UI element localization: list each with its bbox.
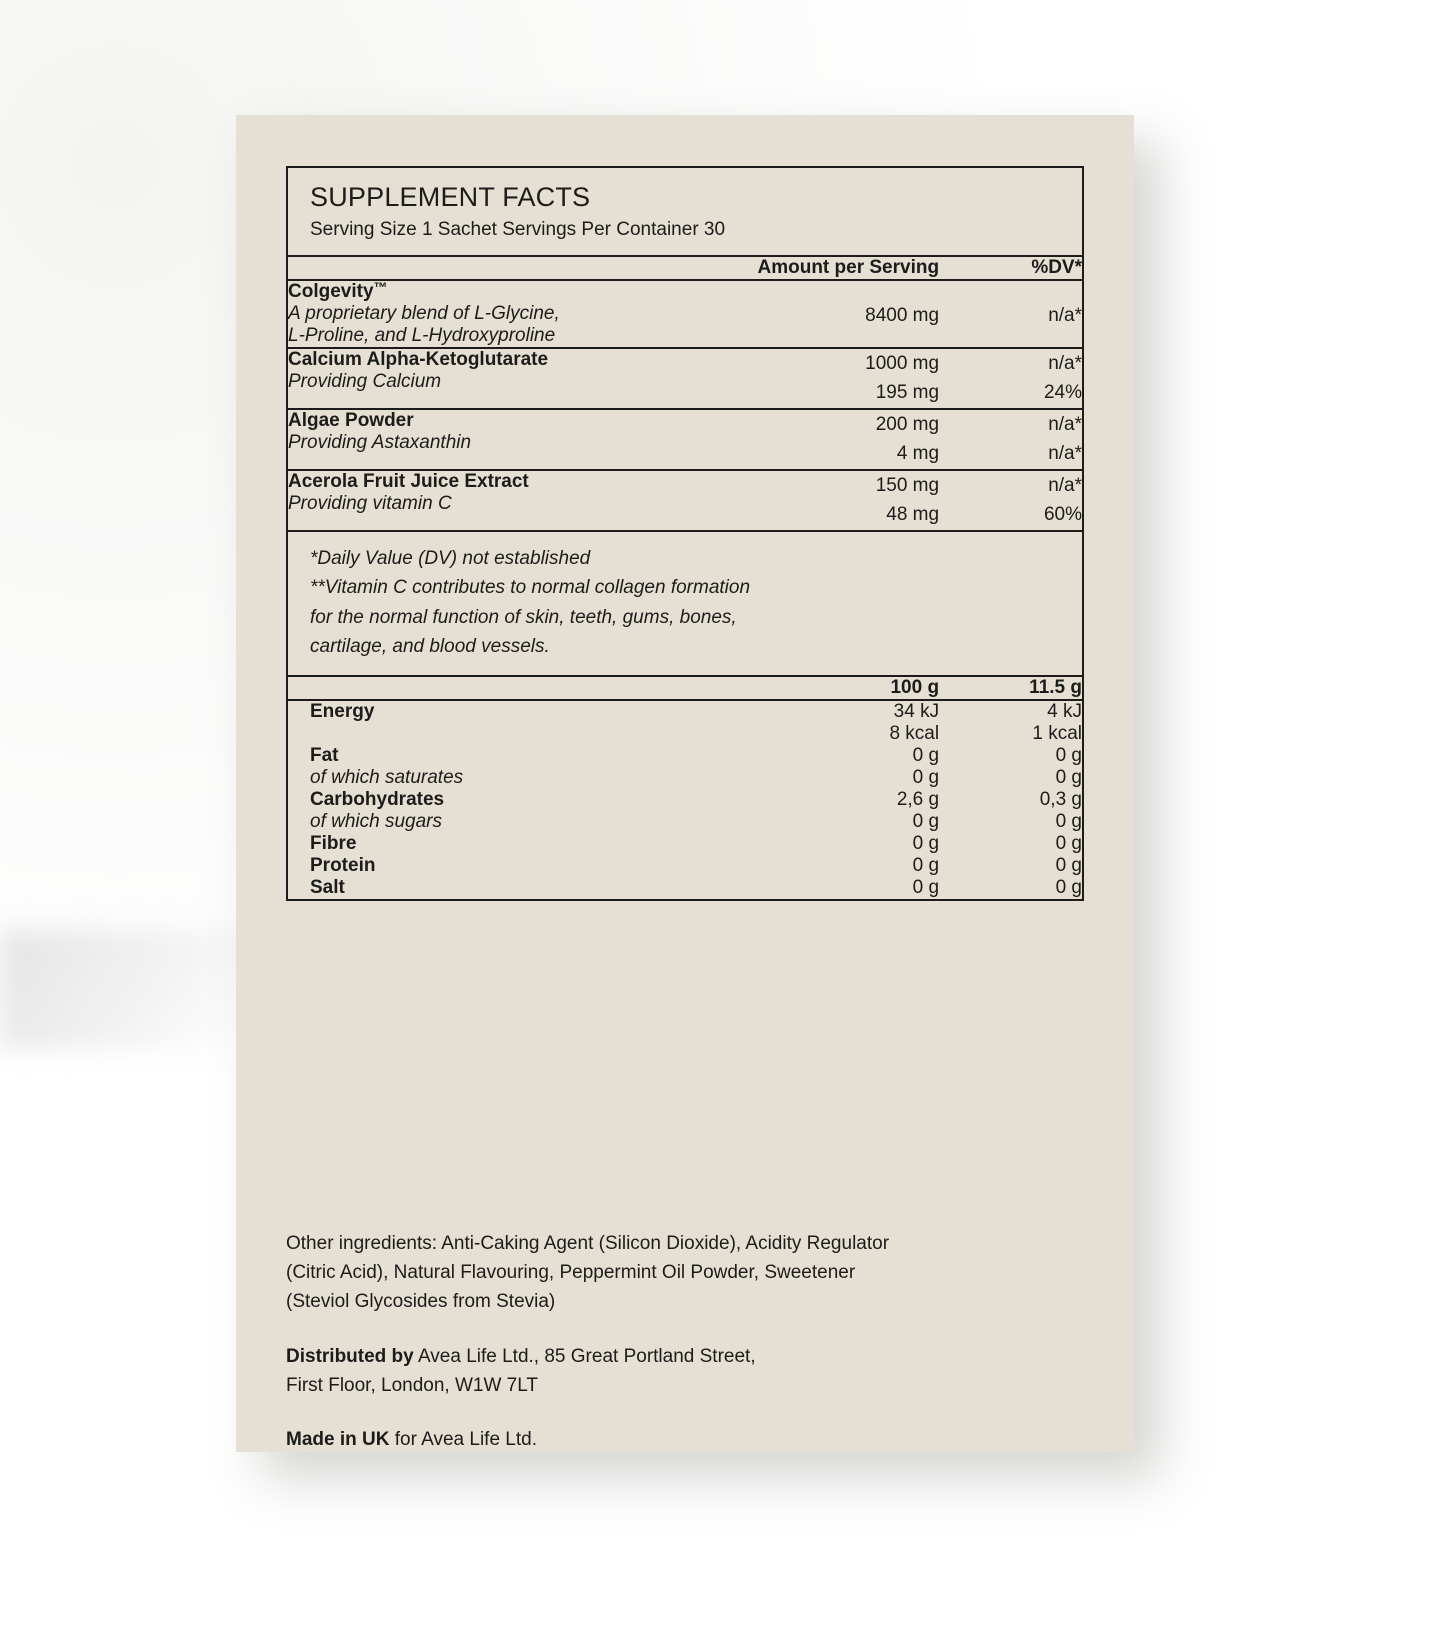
- nutrition-row: [288, 745, 1082, 767]
- page-title: SUPPLEMENT FACTS: [310, 182, 591, 212]
- ingredient-sub-amount: 4 mg: [896, 443, 940, 465]
- ingredient-amount: 8400 mg: [865, 305, 940, 326]
- facts-table: [288, 255, 1082, 530]
- ingredient-sub-amount: 195 mg: [875, 382, 940, 404]
- nutrition-row-label: Salt: [310, 877, 345, 899]
- nutrition-row: [288, 767, 1082, 789]
- ingredient-dv-cell: [939, 348, 1082, 409]
- nutrition-row-value-serving: 0 g: [1055, 811, 1082, 833]
- ingredient-amount-cell: [733, 409, 939, 470]
- nutrition-row-value-100g: 0 g: [912, 855, 940, 877]
- distributor-line1: Avea Life Ltd., 85 Great Portland Street,: [413, 1345, 756, 1367]
- footnote-line-3: for the normal function of skin, teeth, gums, bones,: [310, 606, 737, 628]
- ingredient-description-line2: L-Proline, and L-Hydroxyproline: [288, 325, 556, 346]
- nutrition-row-value-100g: 0 g: [912, 877, 940, 899]
- other-ingredients: [286, 1230, 1086, 1317]
- other-ingredients-line1: Other ingredients: Anti-Caking Agent (Silicon Dioxide), Acidity Regulator: [286, 1233, 890, 1254]
- ingredient-amount-cell: [733, 470, 939, 530]
- nutrition-row-label: Fat: [310, 745, 339, 767]
- nutrition-row-value-100g: 0 g: [912, 767, 940, 789]
- footnotes: [288, 530, 1082, 676]
- nutrition-row-value-100g: 34 kJ: [893, 701, 940, 723]
- nutrition-row-value-serving: 4 kJ: [1047, 701, 1082, 723]
- footnote-line-2: **Vitamin C contributes to normal collagen formation: [310, 577, 751, 599]
- ingredient-name: Algae Powder: [288, 409, 414, 431]
- ingredient-name-text: Colgevity: [288, 281, 374, 302]
- footnote-line-4: cartilage, and blood vessels.: [310, 635, 550, 657]
- ingredient-name-cell: [288, 470, 733, 530]
- nutrition-row-value-100g: 2,6 g: [896, 789, 940, 811]
- nutrition-row-value-100g: 0 g: [912, 745, 940, 767]
- ingredient-dv-cell: [939, 280, 1082, 348]
- ingredient-sub-dv: 60%: [1043, 504, 1082, 526]
- ingredient-row-acerola: [288, 470, 1082, 530]
- ingredient-amount-cell: [733, 348, 939, 409]
- nutrition-row-value-serving: 0 g: [1055, 877, 1082, 899]
- ingredient-name: [288, 281, 733, 303]
- ingredient-sub-dv: 24%: [1043, 382, 1082, 404]
- ingredient-name: Acerola Fruit Juice Extract: [288, 470, 529, 492]
- other-ingredients-line3: (Steviol Glycosides from Stevia): [286, 1290, 556, 1312]
- nutrition-row: [288, 811, 1082, 833]
- nutrition-header-blank: [288, 676, 733, 700]
- supplement-facts-box: [286, 166, 1084, 901]
- nutrition-row-value-serving: 0,3 g: [1039, 789, 1082, 811]
- nutrition-row: [288, 855, 1082, 877]
- ingredient-dv-cell: [939, 470, 1082, 530]
- ingredient-row-calcium-akg: [288, 348, 1082, 409]
- nutrition-row-value-serving: 0 g: [1055, 745, 1082, 767]
- ingredient-sub-dv: n/a*: [1048, 443, 1082, 465]
- nutrition-row-value-serving: 0 g: [1055, 767, 1082, 789]
- distributor-line2: First Floor, London, W1W 7LT: [286, 1374, 539, 1396]
- nutrition-row-value-100g: 0 g: [912, 833, 940, 855]
- ingredient-amount: 200 mg: [875, 413, 940, 435]
- nutrition-row: [288, 789, 1082, 811]
- nutrition-row-label: of which saturates: [310, 767, 464, 789]
- made-in-label: Made in UK: [286, 1429, 390, 1451]
- column-header-dv: %DV*: [1031, 257, 1082, 278]
- label-footer-text: [286, 1230, 1086, 1455]
- ingredient-amount: 1000 mg: [865, 353, 940, 374]
- ingredient-sub-amount: 48 mg: [886, 504, 940, 526]
- ingredient-dv-cell: [939, 409, 1082, 470]
- nutrition-row-value-100g: 0 g: [912, 811, 940, 833]
- nutrition-row-value-serving: 0 g: [1055, 833, 1082, 855]
- ingredient-row-algae-powder: [288, 409, 1082, 470]
- other-ingredients-line2: (Citric Acid), Natural Flavouring, Peppermint Oil Powder, Sweetener: [286, 1261, 856, 1283]
- ingredient-amount: 150 mg: [875, 474, 940, 496]
- nutrition-row-label: [288, 723, 733, 745]
- ingredient-sub: Providing vitamin C: [288, 492, 452, 514]
- ingredient-name-cell: [288, 348, 733, 409]
- footnote-line-1: *Daily Value (DV) not established: [310, 547, 591, 569]
- nutrition-row: [288, 723, 1082, 745]
- column-header-blank: [288, 256, 733, 280]
- nutrition-row-label: Carbohydrates: [310, 789, 445, 811]
- nutrition-row-label: of which sugars: [310, 811, 443, 833]
- ingredient-description-line1: A proprietary blend of L-Glycine,: [288, 303, 560, 324]
- nutrition-header-100g: 100 g: [890, 677, 940, 699]
- nutrition-row: [288, 700, 1082, 723]
- ingredient-name-cell: [288, 409, 733, 470]
- nutrition-row-label: Fibre: [310, 833, 357, 855]
- column-header-amount: Amount per Serving: [757, 257, 940, 278]
- nutrition-row-value-serving: 0 g: [1055, 855, 1082, 877]
- ingredient-amount-cell: [733, 280, 939, 348]
- ingredient-row-colgevity: [288, 280, 1082, 348]
- nutrition-row: [288, 833, 1082, 855]
- nutrition-row-value-100g: 8 kcal: [889, 723, 940, 745]
- ingredient-dv: n/a*: [1048, 305, 1082, 326]
- nutrition-row-label: Protein: [310, 855, 376, 877]
- nutrition-row-value-serving: 1 kcal: [1032, 723, 1082, 745]
- nutrition-header-serving: 11.5 g: [1029, 677, 1082, 699]
- trademark-symbol: ™: [373, 279, 388, 295]
- ingredient-dv: n/a*: [1048, 413, 1082, 435]
- nutrition-table: [288, 675, 1082, 899]
- ingredient-dv: n/a*: [1048, 474, 1082, 496]
- distributor-info: [286, 1343, 1086, 1401]
- supplement-label-panel: [236, 115, 1134, 1452]
- ingredient-name: Calcium Alpha-Ketoglutarate: [288, 349, 549, 370]
- facts-header: [288, 168, 1082, 255]
- made-in-rest: for Avea Life Ltd.: [389, 1429, 537, 1451]
- ingredient-sub: Providing Astaxanthin: [288, 431, 472, 453]
- serving-info: Serving Size 1 Sachet Servings Per Container 30: [310, 219, 726, 240]
- nutrition-row-label: Energy: [310, 701, 375, 723]
- facts-column-headers: [288, 256, 1082, 280]
- made-in-info: [286, 1426, 1086, 1455]
- ingredient-name-cell: [288, 280, 733, 348]
- ingredient-dv: n/a*: [1048, 353, 1082, 374]
- distributor-label: Distributed by: [286, 1345, 414, 1367]
- nutrition-row: [288, 877, 1082, 899]
- nutrition-column-headers: [288, 676, 1082, 700]
- ingredient-sub: Providing Calcium: [288, 371, 442, 392]
